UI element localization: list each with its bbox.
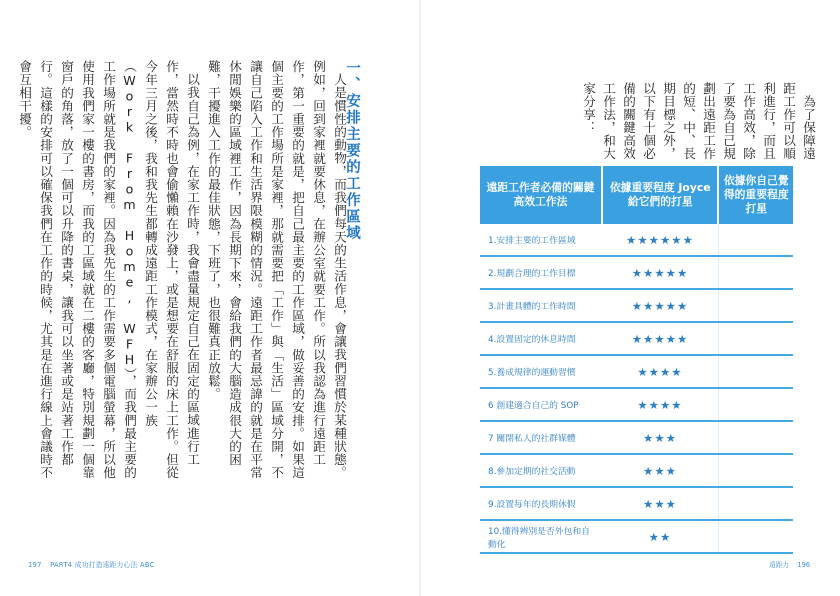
table-row (480, 454, 793, 487)
page-number: 196 (797, 561, 810, 569)
table-row (480, 520, 793, 553)
method-name: 4.設置固定的休息時間 (480, 322, 602, 355)
section-heading: 一、安排主要的工作區域 (344, 60, 360, 242)
star-rating: ★★★★★ (602, 256, 718, 289)
star-rating: ★★★★ (602, 355, 718, 388)
star-rating: ★★★ (602, 487, 718, 520)
column-header: 依據你自己覺得的重要程度打星 (718, 166, 793, 224)
self-rating-cell[interactable] (718, 322, 793, 355)
self-rating-cell[interactable] (718, 256, 793, 289)
running-header: 遠距力 (769, 561, 790, 569)
table-row (480, 322, 793, 355)
method-name: 5.養成規律的運動習慣 (480, 355, 602, 388)
table-row (480, 487, 793, 520)
method-name: 1.安排主要的工作區域 (480, 224, 602, 256)
self-rating-cell[interactable] (718, 520, 793, 553)
method-name: 8.參加定期的社交活動 (480, 454, 602, 487)
star-rating: ★★★ (602, 454, 718, 487)
star-rating: ★★ (602, 520, 718, 553)
table-row (480, 256, 793, 289)
method-name: 2.規劃合理的工作目標 (480, 256, 602, 289)
table-row (480, 421, 793, 454)
method-name: 7 關閉私人的社群媒體 (480, 421, 602, 454)
table-row (480, 388, 793, 421)
self-rating-cell[interactable] (718, 355, 793, 388)
star-rating: ★★★★★ (602, 322, 718, 355)
star-rating: ★★★★ (602, 388, 718, 421)
method-name: 9.設置每年的長期休假 (480, 487, 602, 520)
method-name: 6 創建適合自己的 SOP (480, 388, 602, 421)
body-text (14, 60, 350, 480)
star-rating: ★★★★★ (602, 289, 718, 322)
self-rating-cell[interactable] (718, 388, 793, 421)
column-header: 依據重要程度 Joyce 給它們的打星 (602, 166, 718, 224)
table-row (480, 355, 793, 388)
paragraph: 以我自己為例，在家工作時，我會盡量規定自己在固定的區域進行工作，當然時不時也會偷懶賴在沙發上，或是想要在舒服的床上工作。但從今年三月之後，我和我先生都轉成遠距工作模式，在家辦公一族（Work From Home, WFH），而我們最主要的工作場所就是我們的家裡。因為我先生的工作需要多個電腦螢幕，所以他使用我們家一樓的書房，而我的工區域就在二樓的客廳，特別規劃一個靠窗戶的角落，放了一個可以升降的書桌，讓我可以坐著或是站著工作都行。這樣的安排可以確保我們在工作的時候，尤其是在進行線上會議時不會互相干擾。 (17, 60, 200, 480)
paragraph: 人是慣性的動物，而我們每天的生活作息，會讓我們習慣於某種狀態。例如，回到家裡就要休息，在辦公室就要工作。所以我認為進行遠距工作，第一重要的就是，把自己最主要的工作區域，做妥善的安排。如果這個主要的工作場所是家裡，那就需要把「工作」與「生活」區域分開，不讓自己陷入工作和生活界限模糊的情況。遠距工作者最忌諱的就是在平常休閒娛樂的區域裡工作，因為長期下來，會給我們的大腦造成很大的困難，干擾進入工作的最佳狀態，下班了，也很難真正放鬆。 (206, 60, 347, 480)
table-row (480, 224, 793, 256)
paragraph: 為了保障遠距工作可以順利進行，而且工作高效，除了要為自己規劃出遠距工作的短、中、長期目標之外，以下有十個必備的關鍵高效工作法，和大家分享： (581, 82, 816, 160)
method-name: 10.懂得辨別是否外包和自動化 (480, 520, 602, 553)
self-rating-cell[interactable] (718, 421, 793, 454)
self-rating-cell[interactable] (718, 487, 793, 520)
self-rating-cell[interactable] (718, 289, 793, 322)
footer-right (769, 559, 810, 569)
table-row (480, 289, 793, 322)
page-number: 197 (28, 561, 42, 569)
star-rating: ★★★ (602, 421, 718, 454)
self-rating-cell[interactable] (718, 224, 793, 256)
self-rating-cell[interactable] (718, 454, 793, 487)
intro-text (578, 82, 818, 172)
table-header-row (480, 166, 793, 224)
running-header: PART4 成功打造遠距力心法 ABC (50, 561, 155, 569)
footer-left (28, 559, 155, 569)
work-methods-table (480, 166, 793, 554)
method-name: 3.計畫具體的工作時間 (480, 289, 602, 322)
column-header: 遠距工作者必備的關鍵高效工作法 (480, 166, 602, 224)
star-rating: ★★★★★★ (602, 224, 718, 256)
